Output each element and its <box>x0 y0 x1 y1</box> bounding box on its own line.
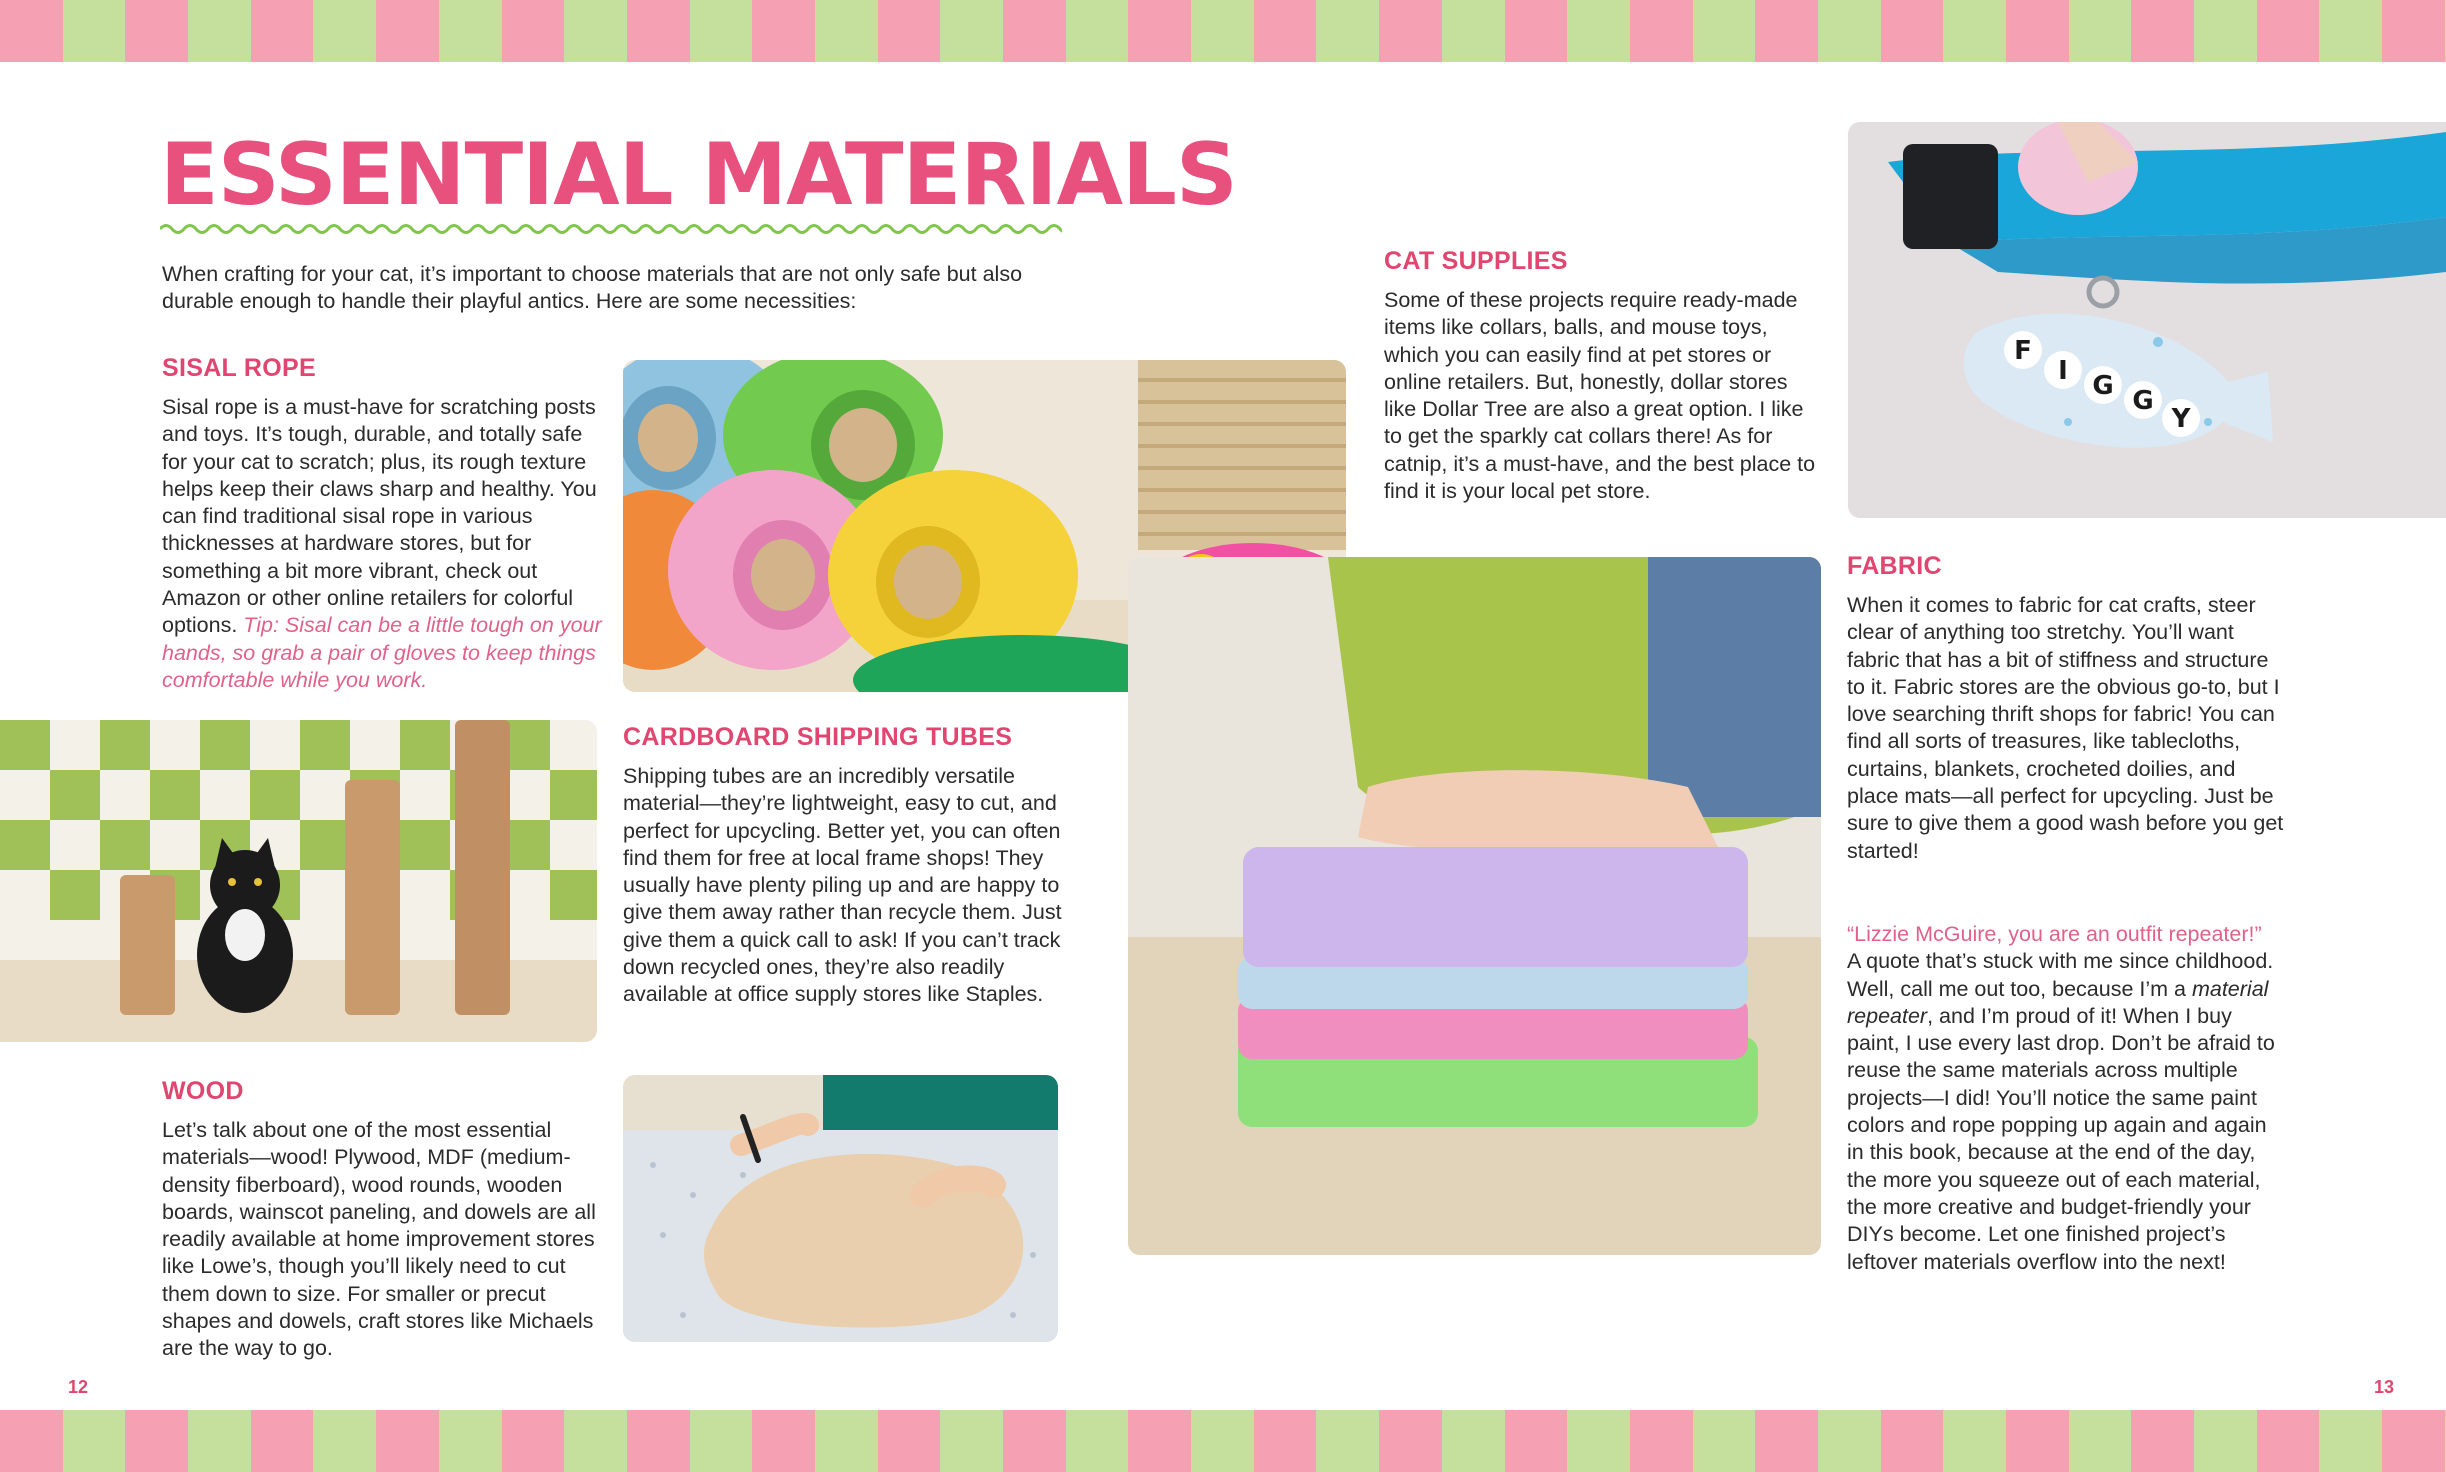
sisal-rope-text: Sisal rope is a must-have for scratching posts and toys. It’s tough, durable, and totally safe for your cat to scratch; plus, its rough texture helps keep their claws sharp and healthy. You can find traditional sisal rope in various thicknesses at hardware stores, but for something a bit more vibrant, check out Amazon or other online retailers for colorful options. <box>162 395 597 638</box>
stripe-segment <box>1128 1410 1191 1472</box>
quote-body-start: A quote that’s stuck with me since childhood. Well, call me out too, because I’m a <box>1847 949 2274 1001</box>
stripe-segment <box>1818 1410 1881 1472</box>
stripe-segment <box>940 0 1003 62</box>
stripe-segment <box>878 0 941 62</box>
fabric-heading: FABRIC <box>1847 552 1942 580</box>
sisal-rope-body <box>162 394 608 694</box>
stripe-segment <box>2006 0 2069 62</box>
top-stripe-border <box>0 0 2446 62</box>
stripe-segment <box>815 1410 878 1472</box>
quote-body-end: , and I’m proud of it! When I buy paint, I use every last drop. Don’t be afraid to reuse the same materials across multiple projects—I did! You’ll notice the same paint colors and rope popping up again and again in this book, because at the end of the day, the more you squeeze out of each material, the more creative and budget-friendly your DIYs become. Let one finished project’s leftover materials overflow into the next! <box>1847 1003 2275 1274</box>
stripe-segment <box>2006 1410 2069 1472</box>
stripe-segment <box>251 1410 314 1472</box>
stripe-segment <box>2069 1410 2132 1472</box>
stripe-segment <box>125 0 188 62</box>
stripe-segment <box>63 0 126 62</box>
stripe-segment <box>188 1410 251 1472</box>
page-title: ESSENTIAL MATERIALS <box>160 125 1237 225</box>
stripe-segment <box>2319 1410 2382 1472</box>
stripe-segment <box>502 1410 565 1472</box>
stripe-segment <box>940 1410 1003 1472</box>
stripe-segment <box>1818 0 1881 62</box>
stripe-segment <box>125 1410 188 1472</box>
stripe-segment <box>1316 0 1379 62</box>
stripe-segment <box>1943 1410 2006 1472</box>
stripe-segment <box>1881 0 1944 62</box>
stripe-segment <box>376 0 439 62</box>
cat-supplies-heading: CAT SUPPLIES <box>1384 247 1568 275</box>
tag-letter: Y <box>2171 404 2191 434</box>
material-repeater-paragraph <box>1847 948 2289 1276</box>
stripe-segment <box>564 0 627 62</box>
felt-fabric-photo <box>1128 557 1821 1255</box>
stripe-segment <box>1693 0 1756 62</box>
stripe-segment <box>1630 1410 1693 1472</box>
stripe-segment <box>752 0 815 62</box>
stripe-segment <box>627 1410 690 1472</box>
stripe-segment <box>2257 1410 2320 1472</box>
stripe-segment <box>1505 1410 1568 1472</box>
wood-body: Let’s talk about one of the most essential materials—wood! Plywood, MDF (medium-density fiberboard), wood rounds, wooden boards, wainscot paneling, and dowels are all readily available at home improvement stores like Lowe’s, though you’ll likely need to cut them down to size. For smaller or precut shapes and dowels, craft stores like Michaels are the way to go. <box>162 1118 596 1361</box>
stripe-segment <box>313 0 376 62</box>
shipping-tubes-heading: CARDBOARD SHIPPING TUBES <box>623 723 1013 751</box>
cat-collar-photo <box>1848 122 2446 518</box>
stripe-segment <box>2194 1410 2257 1472</box>
stripe-segment <box>2131 0 2194 62</box>
sisal-rope-tip: Tip: Sisal can be a little tough on your hands, so grab a pair of gloves to keep things comfortable while you work. <box>162 613 602 692</box>
stripe-segment <box>1442 1410 1505 1472</box>
stripe-segment <box>1755 1410 1818 1472</box>
wood-tracing-photo <box>623 1075 1058 1342</box>
stripe-segment <box>2382 1410 2445 1472</box>
stripe-segment <box>1442 0 1505 62</box>
stripe-segment <box>1003 1410 1066 1472</box>
stripe-segment <box>251 0 314 62</box>
material-repeater-emphasis: material repeater <box>1847 976 2269 1028</box>
stripe-segment <box>1003 0 1066 62</box>
stripe-segment <box>1630 0 1693 62</box>
stripe-segment <box>1191 1410 1254 1472</box>
stripe-segment <box>1567 0 1630 62</box>
stripe-segment <box>1316 1410 1379 1472</box>
stripe-segment <box>1191 0 1254 62</box>
stripe-segment <box>1693 1410 1756 1472</box>
cat-supplies-body: Some of these projects require ready-made items like collars, balls, and mouse toys, which you can easily find at pet stores or online retailers. But, honestly, dollar stores like Dollar Tree are also a great option. I like to get the sparkly cat collars there! As for catnip, it’s a must-have, and the best place to find it is your local pet store. <box>1384 288 1816 504</box>
wood-heading: WOOD <box>162 1077 244 1105</box>
stripe-segment <box>752 1410 815 1472</box>
tag-letter: I <box>2058 356 2068 386</box>
stripe-segment <box>1943 0 2006 62</box>
stripe-segment <box>313 1410 376 1472</box>
stripe-segment <box>627 0 690 62</box>
cat-with-tubes-photo <box>0 720 597 1042</box>
stripe-segment <box>2257 0 2320 62</box>
page-number-left: 12 <box>68 1377 89 1397</box>
stripe-segment <box>1379 1410 1442 1472</box>
stripe-segment <box>0 1410 63 1472</box>
stripe-segment <box>2382 0 2445 62</box>
wavy-underline <box>160 222 1062 236</box>
stripe-segment <box>1066 1410 1129 1472</box>
outfit-repeater-block <box>1847 921 2289 1276</box>
stripe-segment <box>63 1410 126 1472</box>
tag-letter: G <box>2132 386 2154 416</box>
stripe-segment <box>1066 0 1129 62</box>
fabric-body: When it comes to fabric for cat crafts, steer clear of anything too stretchy. You’ll want fabric that has a bit of stiffness and structure to it. Fabric stores are the obvious go-to, but I love searching thrift shops for fabric! You can find all sorts of treasures, like tablecloths, curtains, blankets, crocheted doilies, and place mats—all perfect for upcycling. Just be sure to give them a good wash before you get started! <box>1847 593 2284 863</box>
stripe-segment <box>439 0 502 62</box>
stripe-segment <box>2194 0 2257 62</box>
stripe-segment <box>2069 0 2132 62</box>
stripe-segment <box>1128 0 1191 62</box>
stripe-segment <box>376 1410 439 1472</box>
stripe-segment <box>0 0 63 62</box>
stripe-segment <box>878 1410 941 1472</box>
tag-letter: F <box>2014 336 2032 366</box>
stripe-segment <box>2131 1410 2194 1472</box>
stripe-segment <box>188 0 251 62</box>
stripe-segment <box>502 0 565 62</box>
lizzie-mcguire-quote: “Lizzie McGuire, you are an outfit repeater!” <box>1847 922 2262 946</box>
stripe-segment <box>1881 1410 1944 1472</box>
stripe-segment <box>1379 0 1442 62</box>
stripe-segment <box>690 0 753 62</box>
stripe-segment <box>815 0 878 62</box>
sisal-rope-heading: SISAL ROPE <box>162 354 316 382</box>
shipping-tubes-body: Shipping tubes are an incredibly versatile material—they’re lightweight, easy to cut, and perfect for upcycling. Better yet, you can often find them for free at local frame shops! They usually have plenty piling up and are happy to give them away rather than recycle them. Just give them a quick call to ask! If you can’t track down recycled ones, they’re also readily available at office supply stores like Staples. <box>623 764 1062 1007</box>
stripe-segment <box>2319 0 2382 62</box>
tag-letter: G <box>2092 371 2114 401</box>
intro-paragraph: When crafting for your cat, it’s important to choose materials that are not only safe but also durable enough to handle their playful antics. Here are some necessities: <box>162 262 1023 314</box>
stripe-segment <box>1254 1410 1317 1472</box>
stripe-segment <box>690 1410 753 1472</box>
stripe-segment <box>439 1410 502 1472</box>
stripe-segment <box>564 1410 627 1472</box>
stripe-segment <box>1505 0 1568 62</box>
stripe-segment <box>1567 1410 1630 1472</box>
stripe-segment <box>1755 0 1818 62</box>
page-number-right: 13 <box>2374 1377 2395 1397</box>
bottom-stripe-border <box>0 1410 2446 1472</box>
stripe-segment <box>1254 0 1317 62</box>
